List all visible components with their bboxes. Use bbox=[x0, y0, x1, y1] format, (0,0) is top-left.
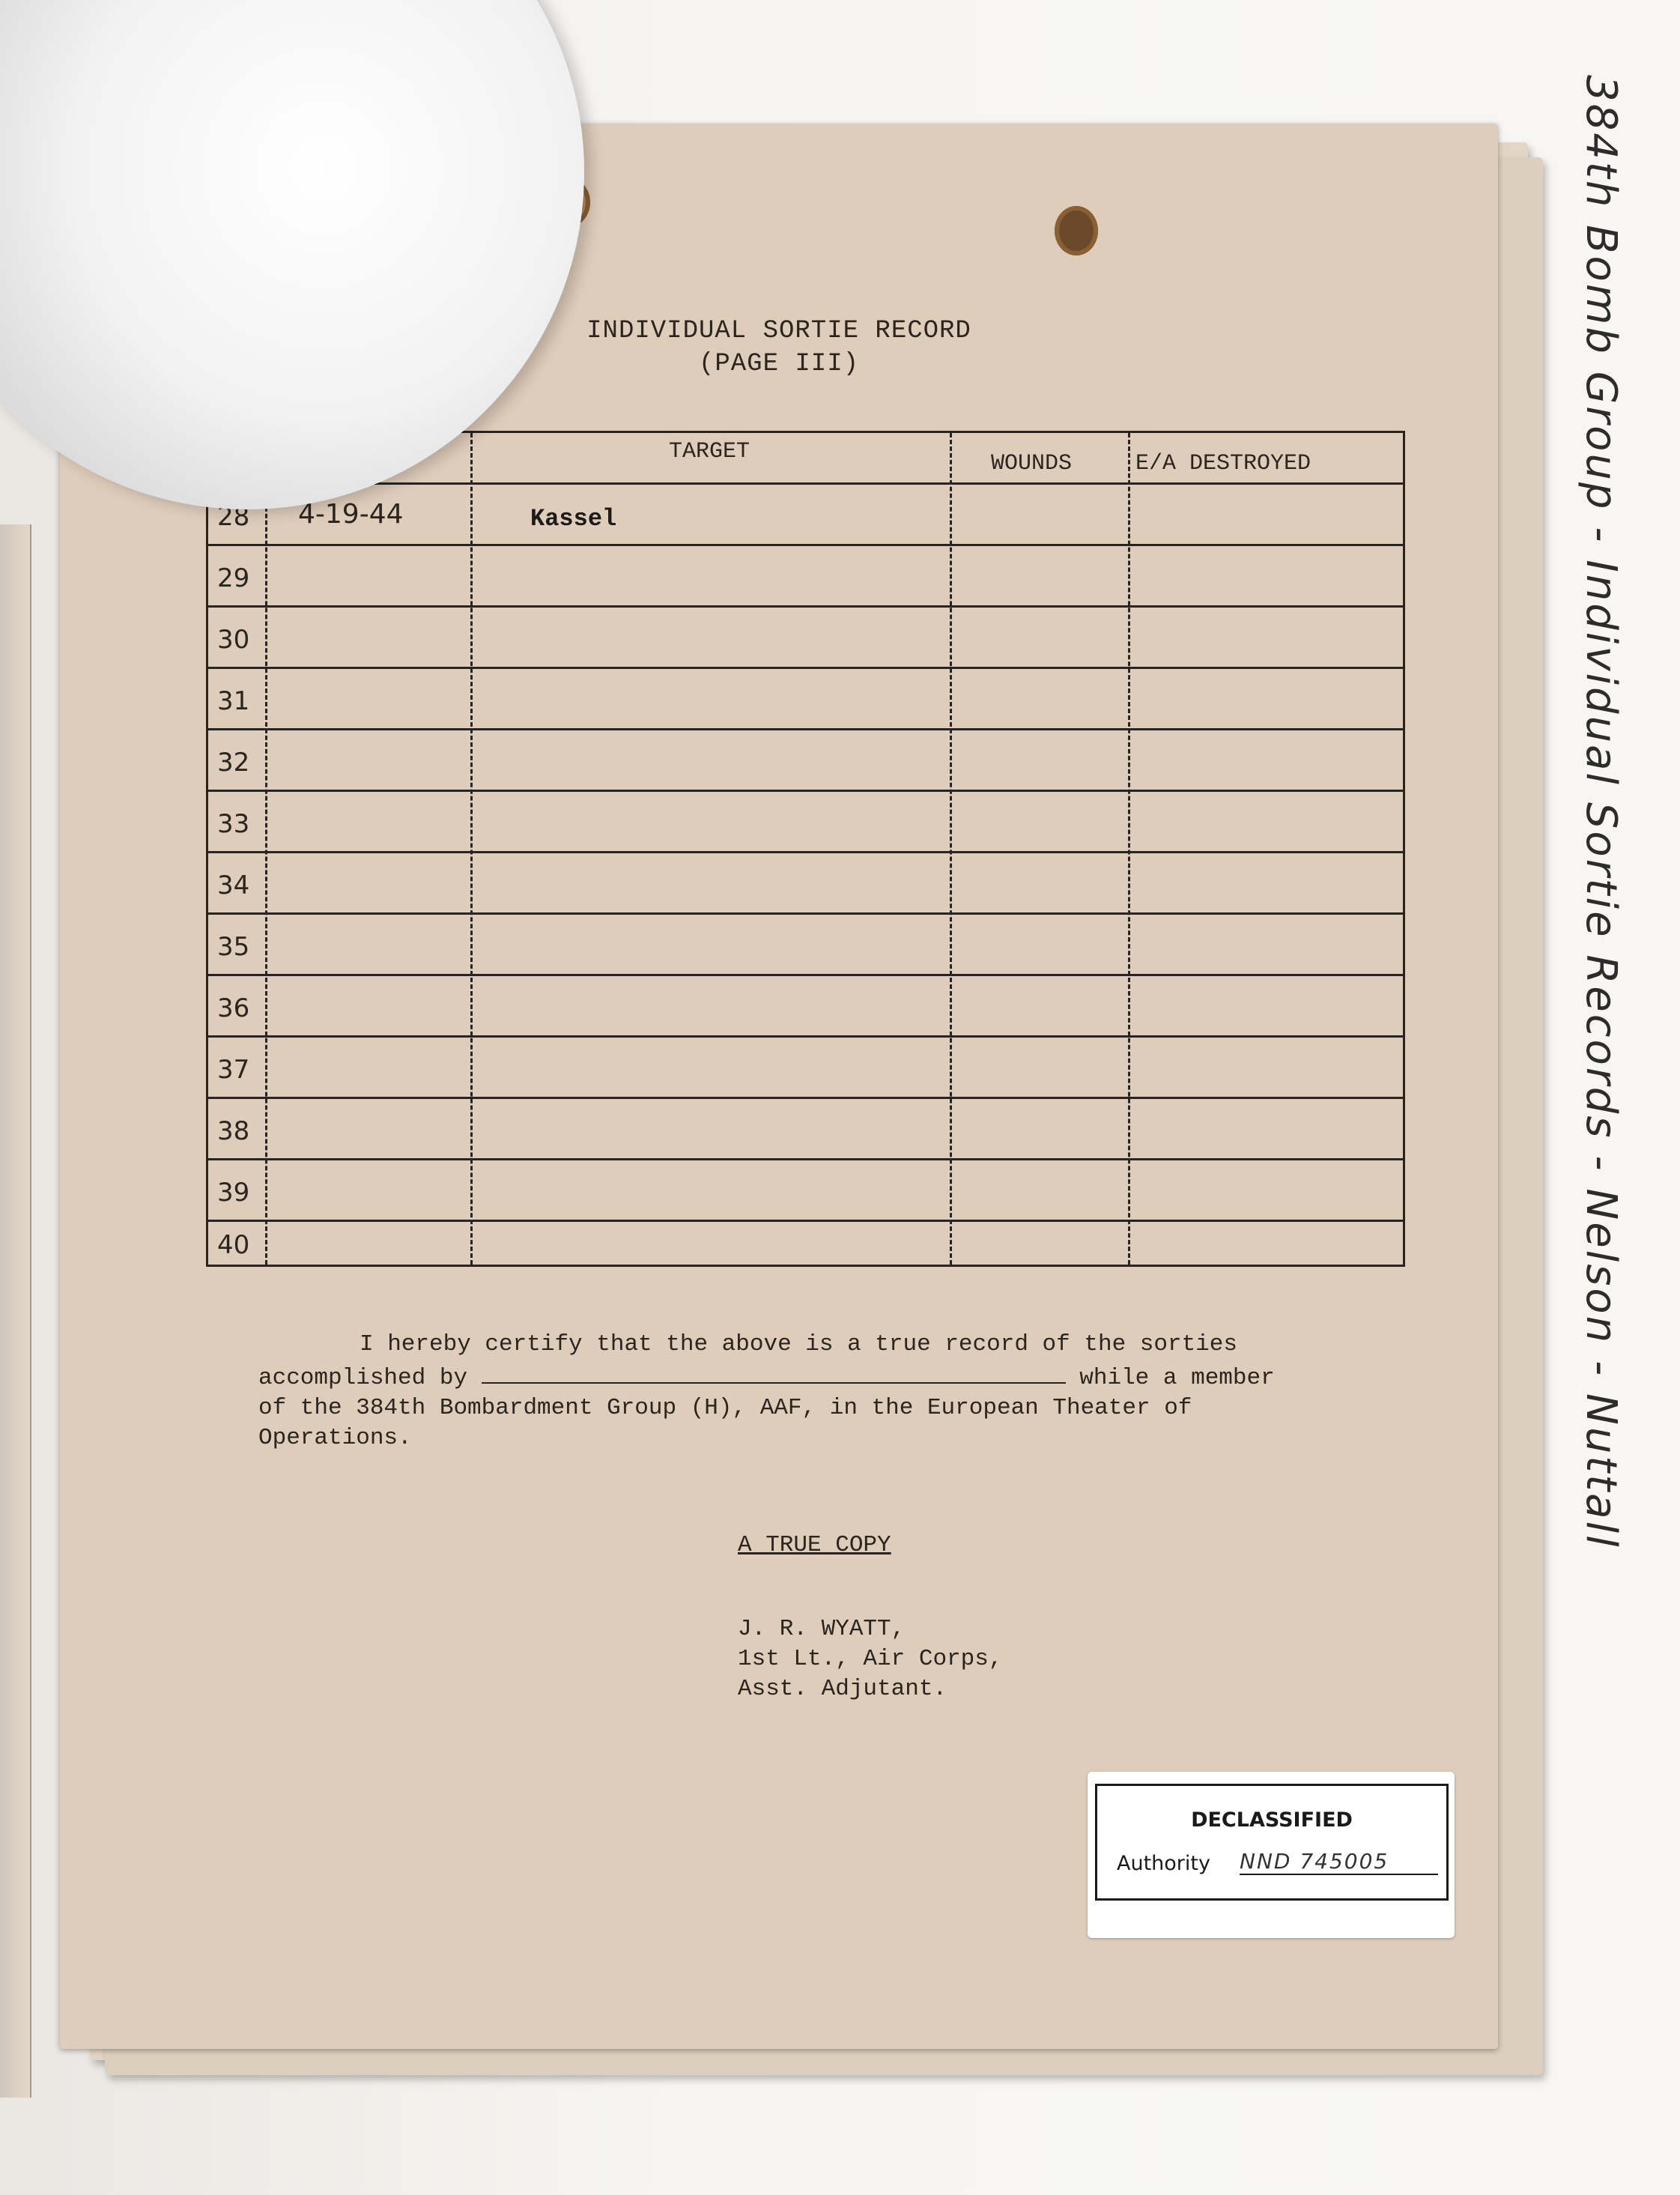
sortie-table bbox=[206, 431, 1405, 1267]
row-number: 28 bbox=[217, 502, 250, 532]
certification-text bbox=[258, 1330, 1337, 1453]
declassified-stamp bbox=[1088, 1772, 1455, 1938]
row-number: 36 bbox=[217, 993, 250, 1023]
stamp-authority-label: Authority bbox=[1117, 1852, 1210, 1875]
handwritten-margin-note: 384th Bomb Group - Individual Sortie Records - Nelson - Nuttall bbox=[1577, 75, 1625, 1549]
table-row bbox=[208, 790, 1403, 853]
table-row bbox=[208, 667, 1403, 730]
row-number: 35 bbox=[217, 932, 250, 962]
row-number: 32 bbox=[217, 748, 250, 778]
row-number: 31 bbox=[217, 686, 250, 716]
column-header-target: TARGET bbox=[669, 439, 750, 464]
table-row bbox=[208, 482, 1403, 546]
table-row bbox=[208, 544, 1403, 608]
certification-line: of the 384th Bombardment Group (H), AAF, in the European Theater of bbox=[258, 1395, 1192, 1421]
table-row bbox=[208, 1158, 1403, 1222]
signature-block bbox=[738, 1614, 1002, 1704]
table-row bbox=[208, 851, 1403, 915]
table-row bbox=[208, 728, 1403, 792]
left-binder-edge bbox=[0, 524, 31, 2098]
row-number: 33 bbox=[217, 809, 250, 839]
row-number: 40 bbox=[217, 1230, 250, 1260]
row-date: 4-19-44 bbox=[298, 499, 404, 530]
signature-name: J. R. WYATT, bbox=[738, 1616, 906, 1642]
certification-line: Operations. bbox=[258, 1425, 412, 1451]
signature-title: Asst. Adjutant. bbox=[738, 1676, 947, 1702]
table-row bbox=[208, 1220, 1403, 1262]
column-header-wounds: WOUNDS bbox=[991, 451, 1073, 476]
certification-line-suffix: while a member bbox=[1079, 1365, 1275, 1391]
certification-line: I hereby certify that the above is a true record of the sorties bbox=[360, 1331, 1237, 1357]
row-number: 34 bbox=[217, 871, 250, 900]
signature-rank: 1st Lt., Air Corps, bbox=[738, 1646, 1003, 1672]
name-blank-line bbox=[482, 1360, 1066, 1384]
punch-hole bbox=[1055, 206, 1098, 255]
table-row bbox=[208, 974, 1403, 1038]
stamp-authority-number: NND 745005 bbox=[1240, 1849, 1438, 1875]
table-row bbox=[208, 912, 1403, 976]
row-number: 30 bbox=[217, 625, 250, 655]
certification-line-prefix: accomplished by bbox=[258, 1365, 468, 1391]
column-header-ea-destroyed: E/A DESTROYED bbox=[1135, 451, 1311, 476]
page-subtitle: (PAGE III) bbox=[698, 350, 860, 378]
table-row bbox=[208, 605, 1403, 669]
row-target: Kassel bbox=[530, 505, 617, 533]
stamp-title: DECLASSIFIED bbox=[1191, 1808, 1353, 1832]
table-row bbox=[208, 1035, 1403, 1099]
row-number: 39 bbox=[217, 1178, 250, 1208]
page-title: INDIVIDUAL SORTIE RECORD bbox=[586, 317, 971, 345]
table-row bbox=[208, 1097, 1403, 1160]
row-number: 37 bbox=[217, 1055, 250, 1085]
row-number: 29 bbox=[217, 563, 250, 593]
row-number: 38 bbox=[217, 1116, 250, 1146]
true-copy-label: A TRUE COPY bbox=[738, 1532, 891, 1558]
stamp-border bbox=[1095, 1784, 1449, 1901]
certification-line bbox=[258, 1360, 1337, 1393]
